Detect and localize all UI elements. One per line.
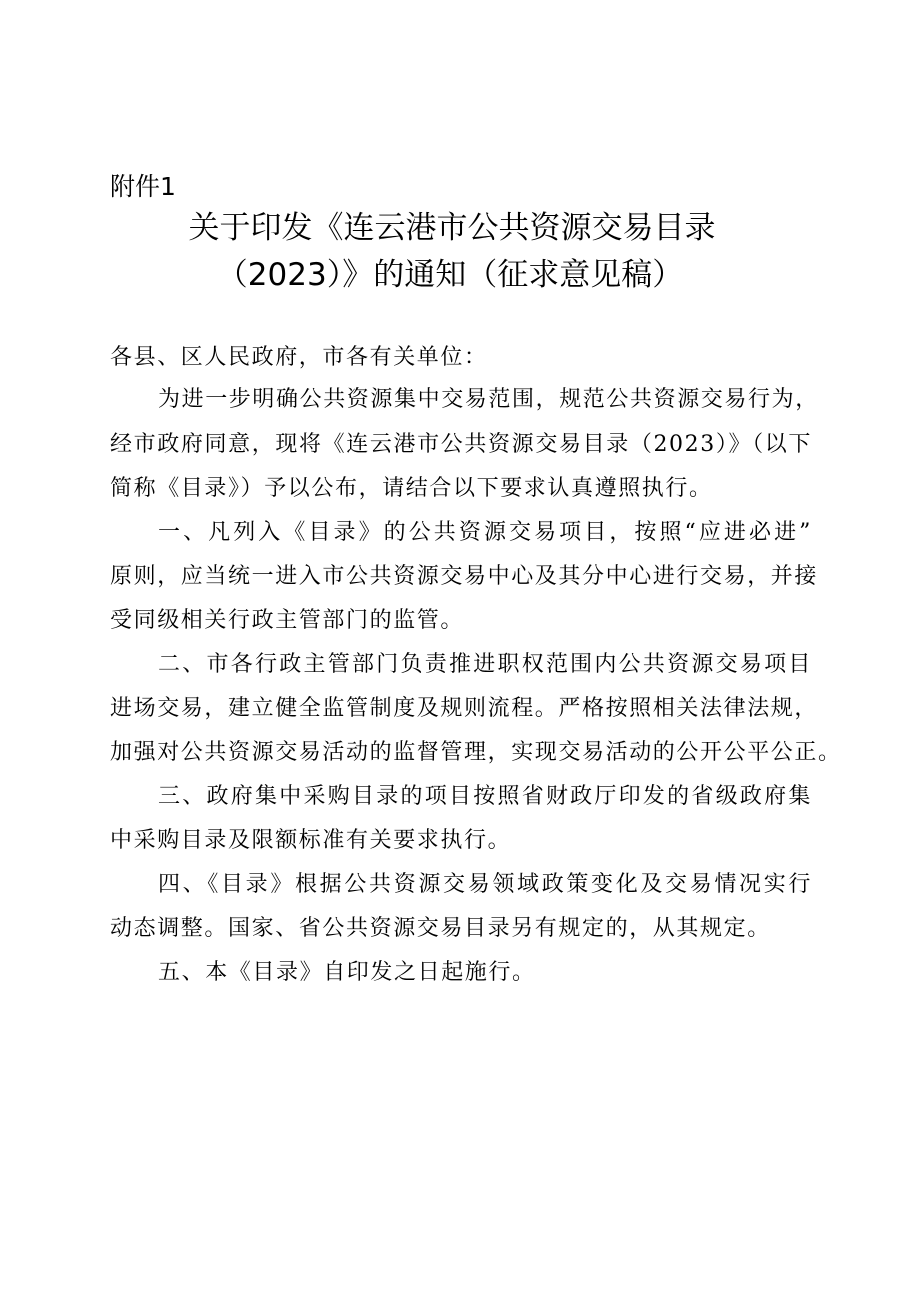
paragraph-3-line-2: 进场交易，建立健全监管制度及规则流程。严格按照相关法律法规， [110,696,819,721]
paragraph-4-line-2: 中采购目录及限额标准有关要求执行。 [110,828,512,853]
paragraph-2-line-2: 原则，应当统一进入市公共资源交易中心及其分中心进行交易，并接 [110,564,819,589]
paragraph-2-line-1: 一、凡列入《目录》的公共资源交易项目，按照“应进必进” [158,520,812,545]
paragraph-1-line-1: 为进一步明确公共资源集中交易范围，规范公共资源交易行为， [158,387,819,412]
paragraph-1-line-2: 经市政府同意，现将《连云港市公共资源交易目录（2023）》（以下 [110,432,812,457]
paragraph-5-line-1: 四、《目录》根据公共资源交易领域政策变化及交易情况实行 [158,872,812,897]
document-title-line-2: （2023）》的通知（征求意见稿） [216,257,684,293]
document-title-line-1: 关于印发《连云港市公共资源交易目录 [188,210,716,246]
paragraph-5-line-2: 动态调整。国家、省公共资源交易目录另有规定的，从其规定。 [110,916,771,941]
paragraph-3-line-3: 加强对公共资源交易活动的监督管理，实现交易活动的公开公平公正。 [110,740,842,765]
paragraph-3-line-1: 二、市各行政主管部门负责推进职权范围内公共资源交易项目 [158,652,812,677]
paragraph-4-line-1: 三、政府集中采购目录的项目按照省财政厅印发的省级政府集 [158,784,812,809]
paragraph-6-line-1: 五、本《目录》自印发之日起施行。 [158,960,536,985]
attachment-label: 附件1 [110,172,176,201]
paragraph-1-line-3: 简称《目录》）予以公布，请结合以下要求认真遵照执行。 [110,476,713,501]
paragraph-2-line-3: 受同级相关行政主管部门的监管。 [110,608,465,633]
salutation: 各县、区人民政府，市各有关单位： [110,345,488,370]
